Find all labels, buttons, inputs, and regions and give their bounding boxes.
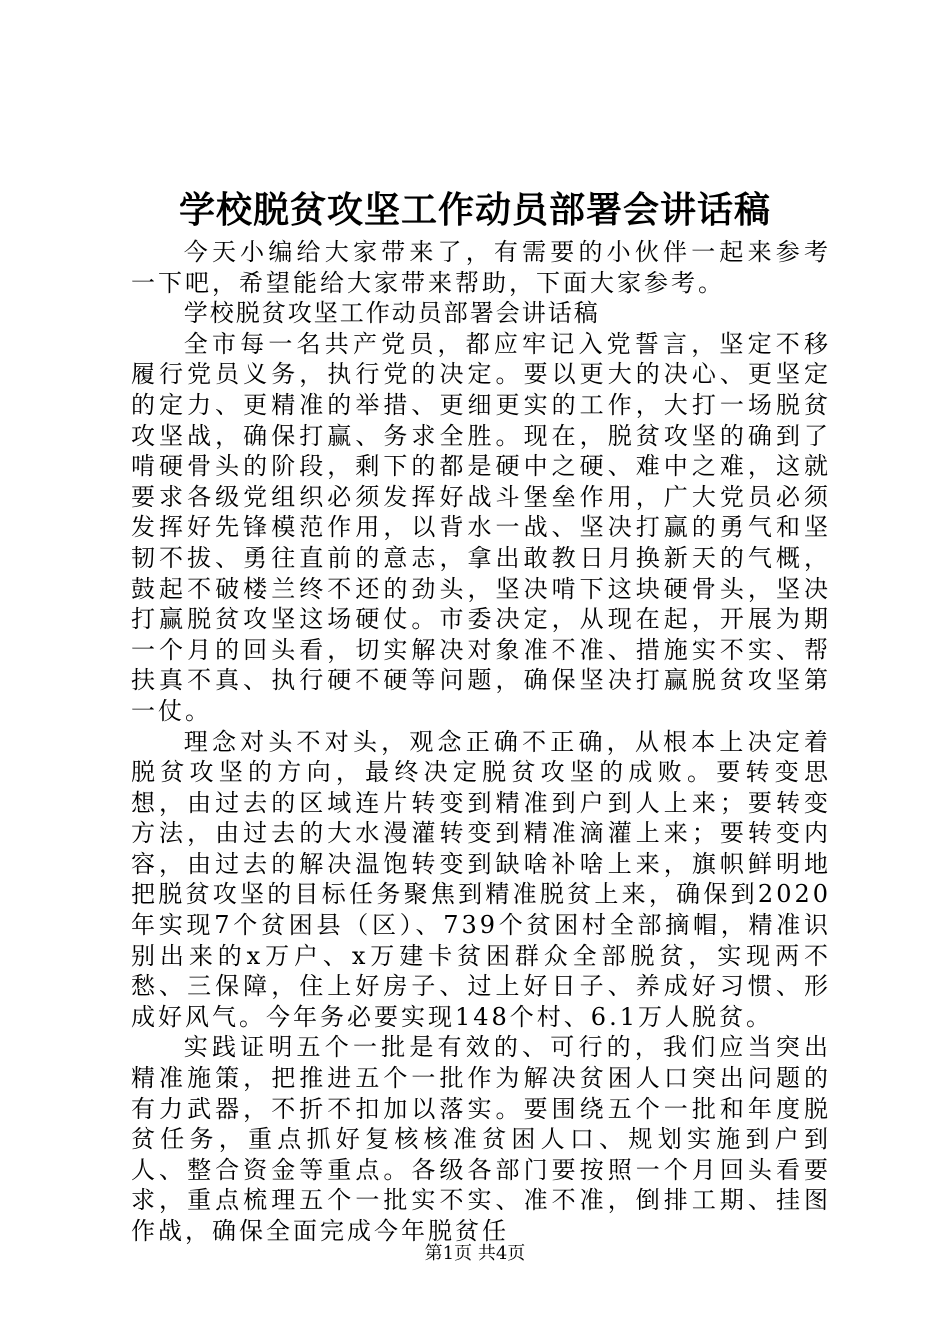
document-title: 学校脱贫攻坚工作动员部署会讲话稿 bbox=[178, 189, 771, 231]
section-heading: 学校脱贫攻坚工作动员部署会讲话稿 bbox=[183, 299, 600, 328]
page-number-footer: 第1页 共4页 bbox=[424, 1243, 526, 1264]
body-paragraph-1: 全市每一名共产党员，都应牢记入党誓言，坚定不移履行党员义务，执行党的决定。要以更大的决心、更坚定的定力、更精准的举措、更细更实的工作，大打一场脱贫攻坚战，确保打赢、务求全胜。现在，脱贫攻坚的确到了啃硬骨头的阶段，剩下的都是硬中之硬、难中之难，这就要求各级党组织必须发挥好战斗堡垒作用，广大党员必须发挥好先锋模范作用，以背水一战、坚决打赢的勇气和坚韧不拔、勇往直前的意志，拿出敢教日月换新天的气概，鼓起不破楼兰终不还的劲头，坚决啃下这块硬骨头，坚决打赢脱贫攻坚这场硬仗。市委决定，从现在起，开展为期一个月的回头看，切实解决对象准不准、措施实不实、帮扶真不真、执行硬不硬等问题，确保坚决打赢脱贫攻坚第一仗。 bbox=[131, 329, 831, 725]
body-paragraph-3: 实践证明五个一批是有效的、可行的，我们应当突出精准施策，把推进五个一批作为解决贫困人口突出问题的有力武器，不折不扣加以落实。要围绕五个一批和年度脱贫任务，重点抓好复核核准贫困人口、规划实施到户到人、整合资金等重点。各级各部门要按照一个月回头看要求，重点梳理五个一批实不实、准不准，倒排工期、挂图作战，确保全面完成今年脱贫任 bbox=[131, 1033, 831, 1245]
document-body bbox=[131, 237, 831, 1247]
body-paragraph-2: 理念对头不对头，观念正确不正确，从根本上决定着脱贫攻坚的方向，最终决定脱贫攻坚的成败。要转变思想，由过去的区域连片转变到精准到户到人上来；要转变方法，由过去的大水漫灌转变到精准滴灌上来；要转变内容，由过去的解决温饱转变到缺啥补啥上来，旗帜鲜明地把脱贫攻坚的目标任务聚焦到精准脱贫上来，确保到2020年实现7个贫困县（区）、739个贫困村全部摘帽，精准识别出来的x万户、x万建卡贫困群众全部脱贫，实现两不愁、三保障，住上好房子、过上好日子、养成好习惯、形成好风气。今年务必要实现148个村、6.1万人脱贫。 bbox=[131, 727, 831, 1031]
intro-paragraph: 今天小编给大家带来了，有需要的小伙伴一起来参考一下吧，希望能给大家带来帮助，下面大家参考。 bbox=[131, 238, 831, 297]
